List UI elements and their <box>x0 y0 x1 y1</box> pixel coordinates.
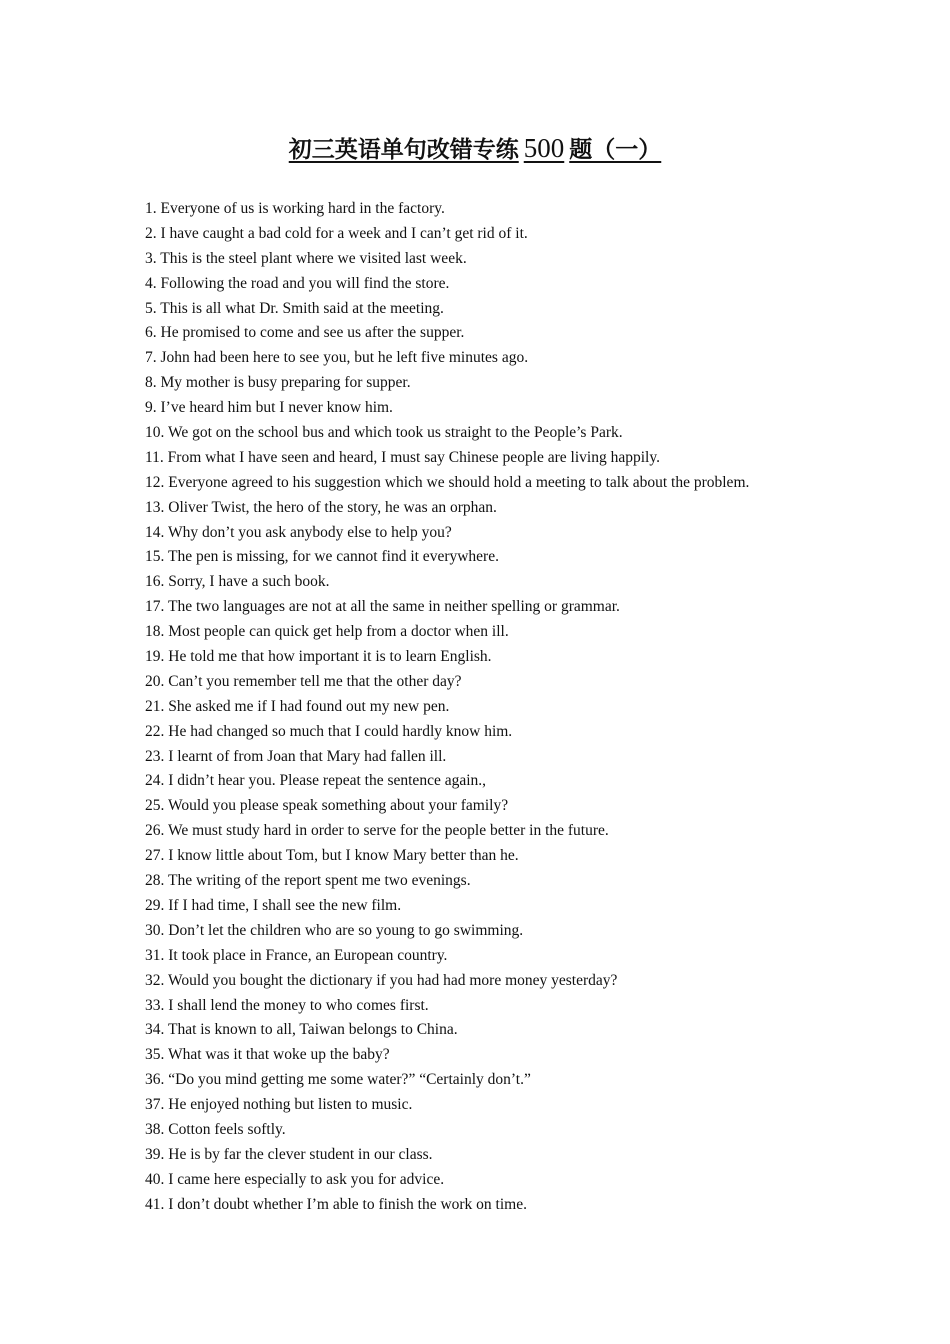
exercise-item: 14. Why don’t you ask anybody else to help you? <box>145 523 452 541</box>
exercise-item: 35. What was it that woke up the baby? <box>145 1046 390 1064</box>
exercise-item: 1. Everyone of us is working hard in the factory. <box>145 200 445 217</box>
exercise-item: 32. Would you bought the dictionary if you had had more money yesterday? <box>145 971 618 989</box>
exercise-item: 17. The two languages are not at all the same in neither spelling or grammar. <box>145 598 620 616</box>
exercise-item: 2. I have caught a bad cold for a week and I can’t get rid of it. <box>145 224 528 242</box>
exercise-item: 19. He told me that how important it is to learn English. <box>145 648 492 666</box>
exercise-item: 37. He enjoyed nothing but listen to music. <box>145 1096 413 1114</box>
exercise-item: 18. Most people can quick get help from a doctor when ill. <box>145 623 509 641</box>
exercise-item: 15. The pen is missing, for we cannot find it everywhere. <box>145 548 499 566</box>
exercise-item: 3. This is the steel plant where we visited last week. <box>145 249 467 267</box>
exercise-item: 5. This is all what Dr. Smith said at the meeting. <box>145 299 444 317</box>
exercise-item: 7. John had been here to see you, but he left five minutes ago. <box>145 349 529 367</box>
exercise-item: 8. My mother is busy preparing for supper. <box>145 374 411 392</box>
exercise-item: 9. I’ve heard him but I never know him. <box>145 399 393 417</box>
exercise-item: 11. From what I have seen and heard, I must say Chinese people are living happily. <box>145 448 660 466</box>
exercise-item: 33. I shall lend the money to who comes first. <box>145 996 429 1014</box>
exercise-item: 38. Cotton feels softly. <box>145 1120 286 1138</box>
exercise-item: 30. Don’t let the children who are so young to go swimming. <box>145 921 524 939</box>
exercise-item: 27. I know little about Tom, but I know Mary better than he. <box>145 847 519 865</box>
exercise-item: 21. She asked me if I had found out my new pen. <box>145 697 450 715</box>
exercise-item: 26. We must study hard in order to serve for the people better in the future. <box>145 822 609 840</box>
exercise-item: 41. I don’t doubt whether I’m able to finish the work on time. <box>145 1195 527 1213</box>
title-suffix: 题（一） <box>569 136 662 163</box>
title-prefix: 初三英语单句改错专练 <box>288 136 519 163</box>
exercise-item: 25. Would you please speak something about your family? <box>145 797 509 815</box>
exercise-item: 24. I didn’t hear you. Please repeat the sentence again., <box>145 772 487 790</box>
exercise-item: 23. I learnt of from Joan that Mary had fallen ill. <box>145 747 447 765</box>
exercise-item: 22. He had changed so much that I could hardly know him. <box>145 722 513 740</box>
exercise-item: 4. Following the road and you will find the store. <box>145 274 450 292</box>
exercise-item: 31. It took place in France, an European country. <box>145 946 448 964</box>
exercise-item: 13. Oliver Twist, the hero of the story, he was an orphan. <box>145 498 497 516</box>
title-number: 500 <box>523 133 565 163</box>
exercise-item: 29. If I had time, I shall see the new film. <box>145 896 402 914</box>
exercise-item: 39. He is by far the clever student in our class. <box>145 1145 433 1163</box>
page-title <box>0 130 950 168</box>
exercise-item: 34. That is known to all, Taiwan belongs to China. <box>145 1021 458 1039</box>
exercise-item: 16. Sorry, I have a such book. <box>145 573 330 591</box>
exercise-item: 36. “Do you mind getting me some water?” “Certainly don’t.” <box>145 1071 531 1089</box>
exercise-item: 6. He promised to come and see us after the supper. <box>145 324 465 342</box>
exercise-item: 28. The writing of the report spent me two evenings. <box>145 872 471 890</box>
exercise-item: 20. Can’t you remember tell me that the other day? <box>145 672 462 690</box>
exercise-item: 40. I came here especially to ask you for advice. <box>145 1170 445 1188</box>
exercise-item: 12. Everyone agreed to his suggestion which we should hold a meeting to talk about the problem. <box>145 473 750 491</box>
exercise-list <box>145 197 925 1218</box>
exercise-item: 10. We got on the school bus and which took us straight to the People’s Park. <box>145 424 623 442</box>
